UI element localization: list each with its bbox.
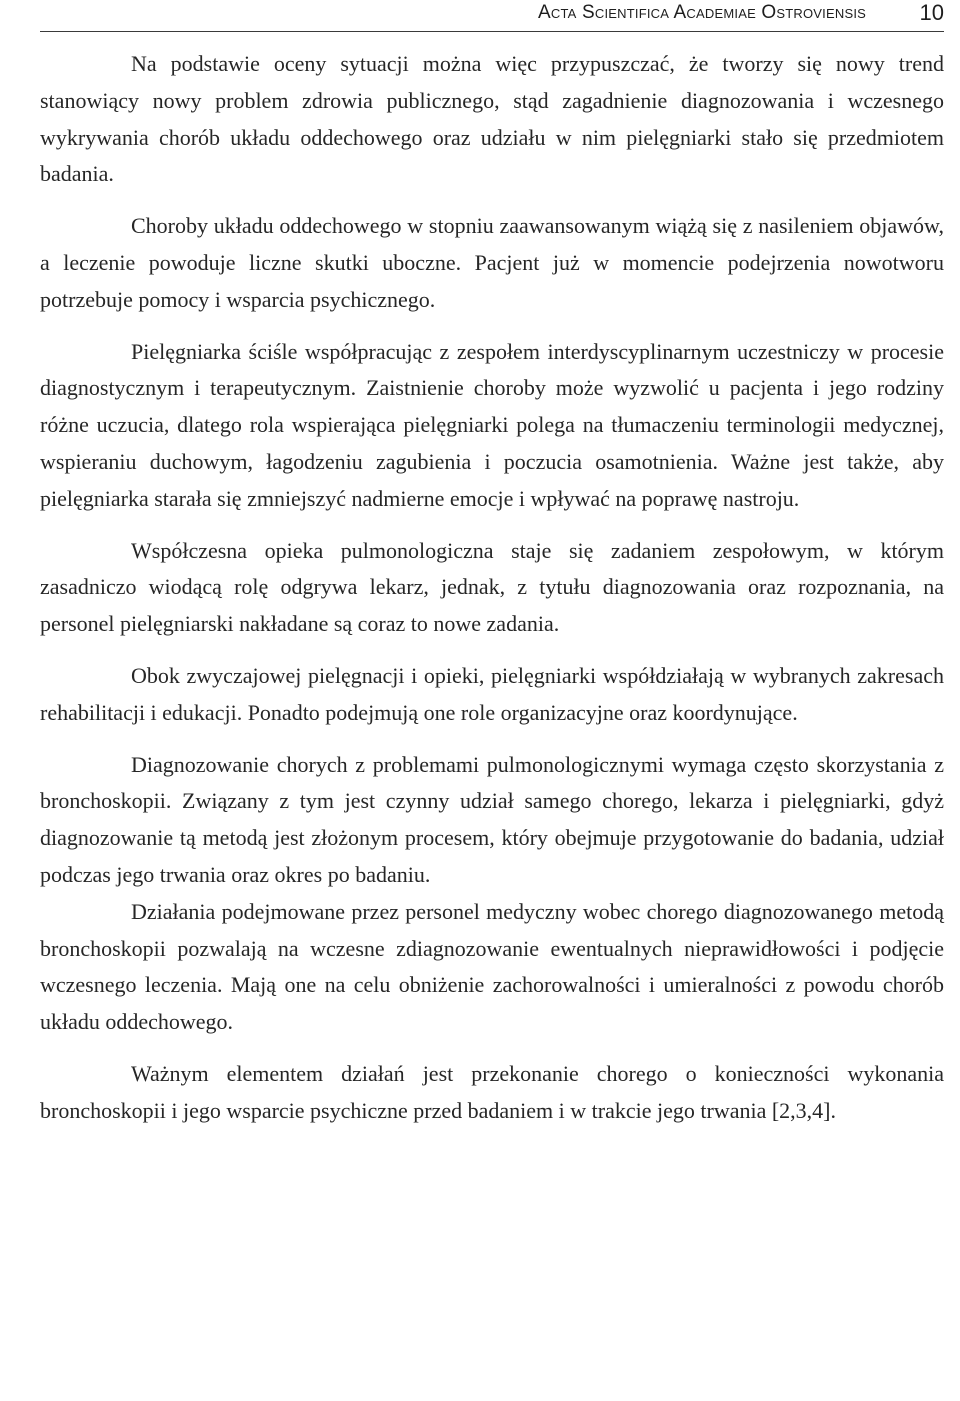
paragraph: Pielęgniarka ściśle współpracując z zespołem interdyscyplinarnym uczestniczy w procesie diagnostycznym i terapeutycznym. Zaistnienie choroby może wyzwolić u pacjenta i jego rodziny różne uczucia, dlatego rola wspierająca pielęgniarki polega na tłumaczeniu terminologii medycznej, wspieraniu duchowym, łagodzeniu zagubienia i poczucia osamotnienia. Ważne jest także, aby pielęgniarka starała się zmniejszyć nadmierne emocje i wpływać na poprawę nastroju. xyxy=(40,338,944,511)
paragraph: Diagnozowanie chorych z problemami pulmonologicznymi wymaga często skorzystania z bronchoskopii. Związany z tym jest czynny udział samego chorego, lekarza i pielęgniarki, gdyż diagnozowanie tą metodą jest złożonym procesem, który obejmuje przygotowanie do badania, udział podczas jego trwania oraz okres po badaniu. xyxy=(40,751,944,887)
paragraph: Choroby układu oddechowego w stopniu zaawansowanym wiążą się z nasileniem objawów, a leczenie powoduje liczne skutki uboczne. Pacjent już w momencie podejrzenia nowotworu potrzebuje pomocy i wsparcia psychicznego. xyxy=(40,213,944,312)
paragraph: Ważnym elementem działań jest przekonanie chorego o konieczności wykonania bronchoskopii i jego wsparcie psychiczne przed badaniem i w trakcie jego trwania [2,3,4]. xyxy=(40,1060,944,1123)
paragraph: Obok zwyczajowej pielęgnacji i opieki, pielęgniarki współdziałają w wybranych zakresach rehabilitacji i edukacji. Ponadto podejmują one role organizacyjne oraz koordynujące. xyxy=(40,662,944,725)
running-header xyxy=(40,0,944,32)
paragraph: Współczesna opieka pulmonologiczna staje się zadaniem zespołowym, w którym zasadniczo wiodącą rolę odgrywa lekarz, jednak, z tytułu diagnozowania oraz rozpoznania, na personel pielęgniarski nakładane są coraz to nowe zadania. xyxy=(40,537,944,637)
page-number: 10 xyxy=(919,0,944,25)
journal-title: Acta Scientifica Academiae Ostroviensis xyxy=(538,2,866,23)
article-body xyxy=(40,46,944,1130)
paragraph: Działania podejmowane przez personel medyczny wobec chorego diagnozowanego metodą bronchoskopii pozwalają na wczesne zdiagnozowanie ewentualnych nieprawidłowości i podjęcie wczesnego leczenia. Mają one na celu obniżenie zachorowalności i umieralności z powodu chorób układu oddechowego. xyxy=(40,898,944,1035)
paragraph: Na podstawie oceny sytuacji można więc przypuszczać, że tworzy się nowy trend stanowiący nowy problem zdrowia publicznego, stąd zagadnienie diagnozowania i wczesnego wykrywania chorób układu oddechowego oraz udziału w nim pielęgniarki stało się przedmiotem badania. xyxy=(40,51,944,187)
